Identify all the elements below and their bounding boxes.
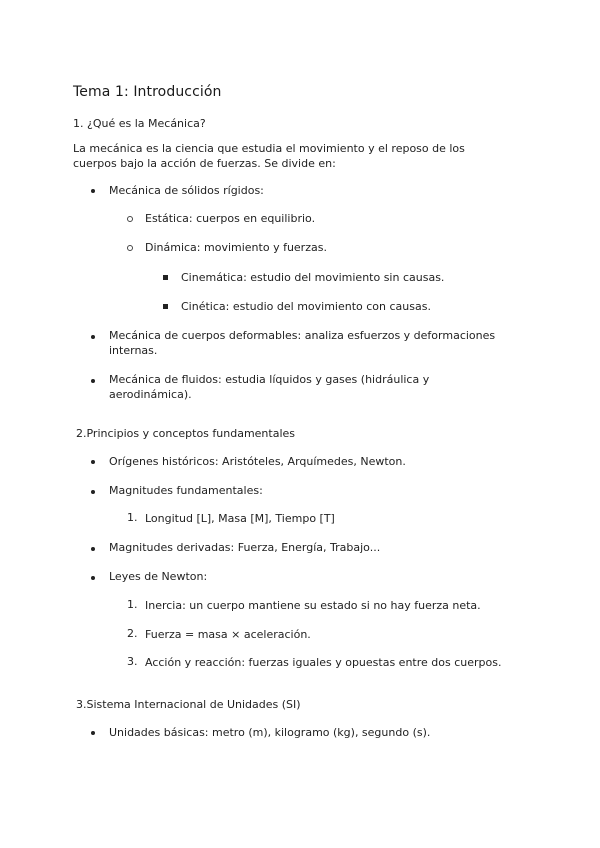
bullet-disc — [91, 379, 95, 383]
bullet-circle — [127, 245, 133, 251]
bullet-disc — [91, 731, 95, 735]
list-item-origenes: Orígenes históricos: Aristóteles, Arquímedes, Newton. — [109, 455, 406, 468]
list-item-unidades-basicas: Unidades básicas: metro (m), kilogramo (kg), segundo (s). — [109, 726, 431, 739]
list-item-deformables-line-1: Mecánica de cuerpos deformables: analiza esfuerzos y deformaciones — [109, 329, 496, 342]
list-item-inercia: Inercia: un cuerpo mantiene su estado si no hay fuerza neta. — [145, 599, 481, 612]
list-item-fluidos-line-2: aerodinámica). — [109, 388, 192, 401]
list-item-cinetica: Cinética: estudio del movimiento con causas. — [181, 300, 431, 313]
bullet-disc — [91, 576, 95, 580]
section-1-heading: 1. ¿Qué es la Mecánica? — [73, 117, 206, 130]
list-item-cinematica: Cinemática: estudio del movimiento sin causas. — [181, 271, 445, 284]
bullet-square — [163, 275, 168, 280]
bullet-square — [163, 304, 168, 309]
section-2-heading: 2.Principios y conceptos fundamentales — [76, 427, 296, 440]
list-number: 2. — [127, 627, 138, 640]
bullet-disc — [91, 460, 95, 464]
list-item-magnitudes: Magnitudes fundamentales: — [109, 484, 263, 497]
list-number: 3. — [127, 655, 138, 668]
bullet-disc — [91, 547, 95, 551]
list-item-estatica: Estática: cuerpos en equilibrio. — [145, 212, 316, 225]
list-item-fuerza: Fuerza = masa × aceleración. — [145, 628, 311, 641]
bullet-disc — [91, 189, 95, 193]
list-item-accion-reaccion: Acción y reacción: fuerzas iguales y opuestas entre dos cuerpos. — [145, 656, 502, 669]
list-number: 1. — [127, 511, 138, 524]
list-item-derivadas: Magnitudes derivadas: Fuerza, Energía, Trabajo... — [109, 541, 381, 554]
intro-line-1: La mecánica es la ciencia que estudia el movimiento y el reposo de los — [73, 142, 465, 155]
bullet-disc — [91, 490, 95, 494]
list-number: 1. — [127, 598, 138, 611]
bullet-circle — [127, 216, 133, 222]
list-item-fluidos-line-1: Mecánica de fluidos: estudia líquidos y gases (hidráulica y — [109, 373, 430, 386]
list-item-longitud: Longitud [L], Masa [M], Tiempo [T] — [145, 512, 335, 525]
list-item-leyes: Leyes de Newton: — [109, 570, 208, 583]
list-item-solidos: Mecánica de sólidos rígidos: — [109, 184, 264, 197]
section-3-heading: 3.Sistema Internacional de Unidades (SI) — [76, 698, 301, 711]
page-title: Tema 1: Introducción — [73, 84, 222, 100]
list-item-dinamica: Dinámica: movimiento y fuerzas. — [145, 241, 327, 254]
list-item-deformables-line-2: internas. — [109, 344, 158, 357]
bullet-disc — [91, 335, 95, 339]
intro-line-2: cuerpos bajo la acción de fuerzas. Se divide en: — [73, 157, 336, 170]
